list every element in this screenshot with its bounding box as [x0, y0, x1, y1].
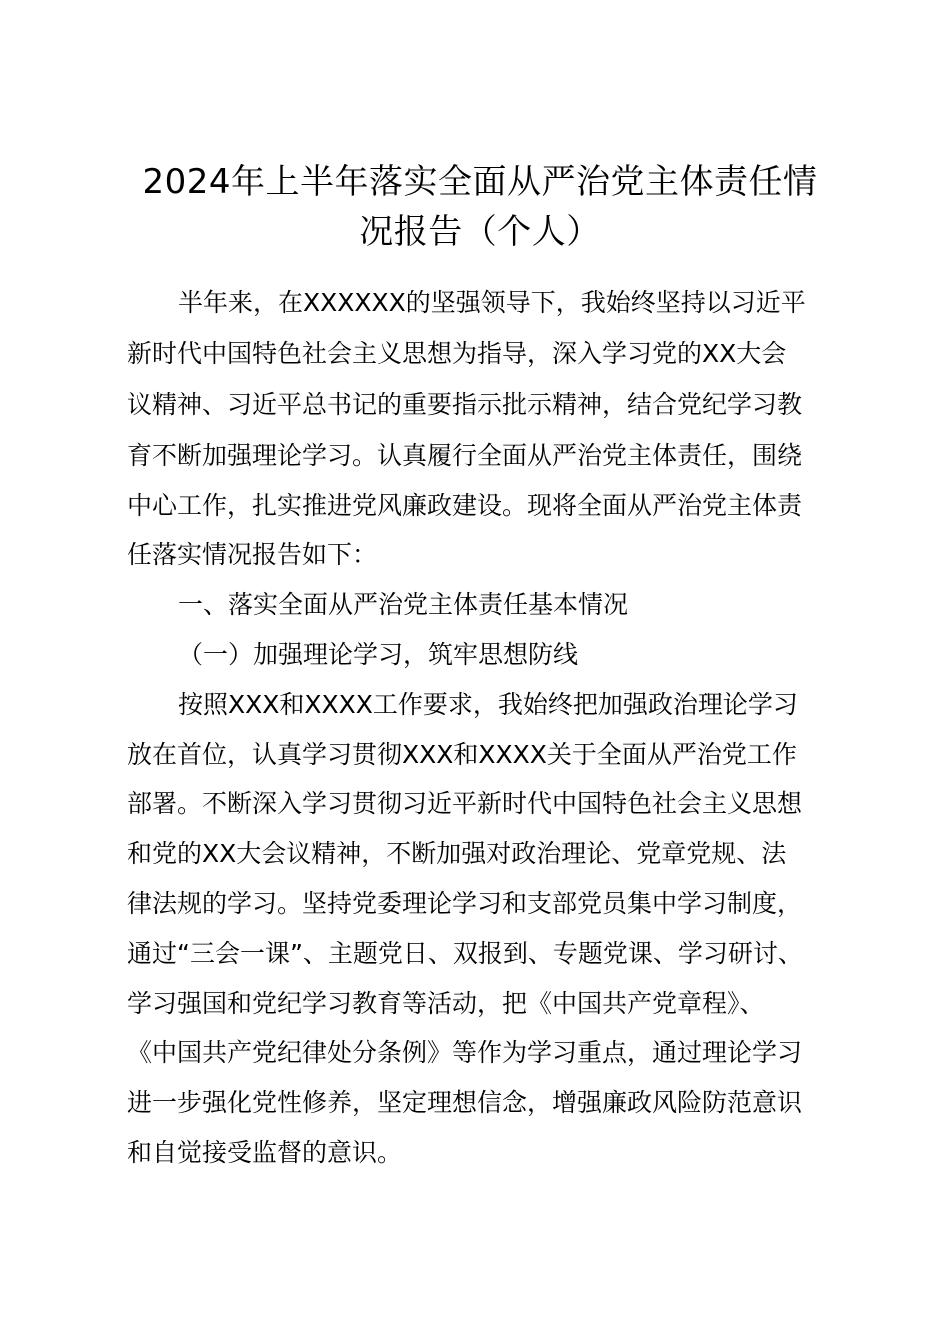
document-title — [100, 157, 860, 257]
section-heading-1: 一、落实全面从严治党主体责任基本情况 — [178, 590, 629, 619]
paragraph-intro-line-3: 议精神、习近平总书记的重要指示批示精神，结合党纪学习教 — [127, 390, 803, 419]
paragraph-body-line-5: 律法规的学习。坚持党委理论学习和支部党员集中学习制度， — [127, 889, 803, 918]
title-line-2: 况报告（个人） — [359, 212, 601, 252]
paragraph-intro-line-6: 任落实情况报告如下： — [127, 540, 378, 569]
paragraph-body-line-1: 按照XXX和XXXX工作要求，我始终把加强政治理论学习 — [178, 690, 798, 719]
paragraph-intro-line-2: 新时代中国特色社会主义思想为指导，深入学习党的XX大会 — [127, 339, 787, 368]
paragraph-body-line-9: 进一步强化党性修养，坚定理想信念，增强廉政风险防范意识 — [127, 1088, 803, 1117]
paragraph-intro-line-4: 育不断加强理论学习。认真履行全面从严治党主体责任，围绕 — [127, 441, 803, 470]
paragraph-body-line-7: 学习强国和党纪学习教育等活动，把《中国共产党章程》、 — [127, 989, 765, 1018]
paragraph-body-line-8: 《中国共产党纪律处分条例》等作为学习重点，通过理论学习 — [127, 1038, 803, 1067]
paragraph-body-line-4: 和党的XX大会议精神，不断加强对政治理论、党章党规、法 — [127, 839, 787, 868]
title-line-1: 2024年上半年落实全面从严治党主体责任情 — [142, 162, 818, 202]
paragraph-intro-line-1: 半年来，在XXXXXX的坚强领导下，我始终坚持以习近平 — [178, 288, 806, 317]
paragraph-intro-line-5: 中心工作，扎实推进党风廉政建设。现将全面从严治党主体责 — [127, 491, 803, 520]
paragraph-body-line-6: 通过“三会一课”、主题党日、双报到、专题党课、学习研讨、 — [127, 939, 803, 968]
paragraph-body-line-10: 和自觉接受监督的意识。 — [127, 1138, 403, 1167]
paragraph-body-line-2: 放在首位，认真学习贯彻XXX和XXXX关于全面从严治党工作 — [127, 740, 797, 769]
subsection-heading-1: （一）加强理论学习，筑牢思想防线 — [178, 640, 579, 669]
paragraph-body-line-3: 部署。不断深入学习贯彻习近平新时代中国特色社会主义思想 — [127, 789, 803, 818]
